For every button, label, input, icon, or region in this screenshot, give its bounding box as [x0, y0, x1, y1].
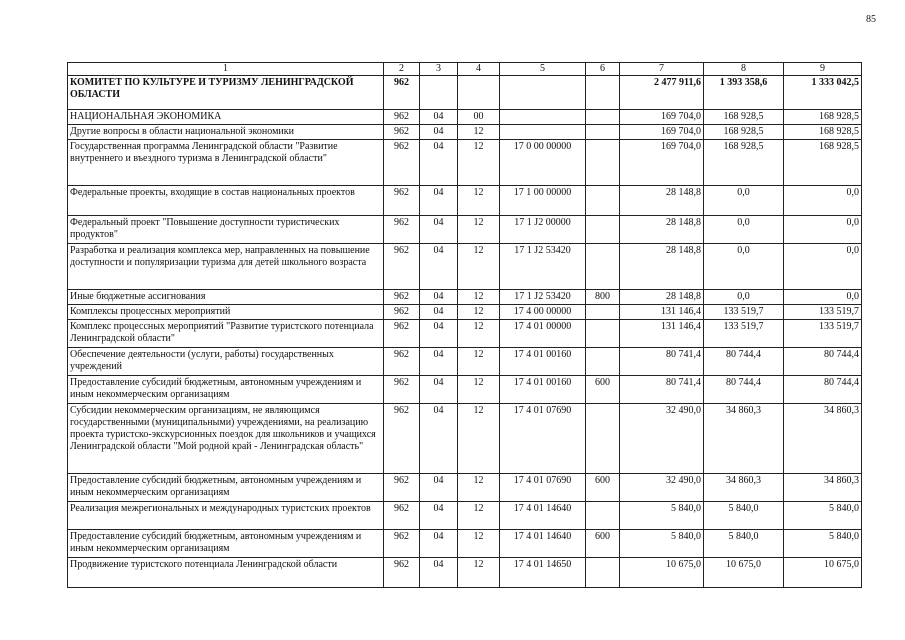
table-row — [68, 530, 862, 558]
amount-year1-cell: 131 146,4 — [620, 305, 704, 320]
expense-type-cell — [586, 320, 620, 348]
expense-type-cell — [586, 140, 620, 186]
expense-type-cell — [586, 558, 620, 588]
section-code-cell: 04 — [420, 110, 458, 125]
ved-code-cell: 962 — [384, 530, 420, 558]
section-code-cell — [420, 76, 458, 110]
row-name-cell: Субсидии некоммерческим организациям, не являющимся государственными (муниципальными) учреждениями, на реализацию проекта туристско-экскурсионных поездок для школьников и учащихся Ленинградской области "Мой родной край - Ленинградская область" — [68, 404, 384, 474]
amount-year2-cell: 34 860,3 — [704, 474, 784, 502]
amount-year2-cell: 168 928,5 — [704, 110, 784, 125]
column-number-9: 9 — [784, 63, 862, 76]
section-code-cell: 04 — [420, 558, 458, 588]
amount-year2-cell: 0,0 — [704, 244, 784, 290]
ved-code-cell: 962 — [384, 76, 420, 110]
ved-code-cell: 962 — [384, 140, 420, 186]
row-name-cell: Разработка и реализация комплекса мер, направленных на повышение доступности и популяризации туризма для детей школьного возраста — [68, 244, 384, 290]
target-article-cell: 17 4 01 00000 — [500, 320, 586, 348]
target-article-cell: 17 4 01 00160 — [500, 376, 586, 404]
amount-year1-cell: 32 490,0 — [620, 474, 704, 502]
column-number-8: 8 — [704, 63, 784, 76]
section-code-cell: 04 — [420, 376, 458, 404]
amount-year3-cell: 0,0 — [784, 216, 862, 244]
amount-year3-cell: 0,0 — [784, 186, 862, 216]
amount-year3-cell: 34 860,3 — [784, 474, 862, 502]
target-article-cell: 17 1 J2 53420 — [500, 290, 586, 305]
amount-year2-cell: 10 675,0 — [704, 558, 784, 588]
target-article-cell: 17 4 01 14640 — [500, 530, 586, 558]
amount-year1-cell: 32 490,0 — [620, 404, 704, 474]
table-row — [68, 76, 862, 110]
ved-code-cell: 962 — [384, 186, 420, 216]
amount-year3-cell: 168 928,5 — [784, 125, 862, 140]
expense-type-cell: 600 — [586, 376, 620, 404]
section-code-cell: 04 — [420, 140, 458, 186]
target-article-cell: 17 4 01 14640 — [500, 502, 586, 530]
table-row — [68, 244, 862, 290]
subsection-code-cell — [458, 76, 500, 110]
row-name-cell: Другие вопросы в области национальной экономики — [68, 125, 384, 140]
amount-year2-cell: 1 393 358,6 — [704, 76, 784, 110]
expense-type-cell: 600 — [586, 530, 620, 558]
amount-year1-cell: 10 675,0 — [620, 558, 704, 588]
subsection-code-cell: 12 — [458, 320, 500, 348]
subsection-code-cell: 12 — [458, 290, 500, 305]
target-article-cell: 17 4 01 07690 — [500, 474, 586, 502]
table-row — [68, 376, 862, 404]
amount-year1-cell: 5 840,0 — [620, 502, 704, 530]
column-number-4: 4 — [458, 63, 500, 76]
subsection-code-cell: 12 — [458, 558, 500, 588]
amount-year1-cell: 169 704,0 — [620, 140, 704, 186]
target-article-cell: 17 4 00 00000 — [500, 305, 586, 320]
amount-year2-cell: 133 519,7 — [704, 305, 784, 320]
budget-table — [67, 62, 862, 588]
expense-type-cell — [586, 216, 620, 244]
amount-year2-cell: 0,0 — [704, 216, 784, 244]
table-row — [68, 216, 862, 244]
row-name-cell: Предоставление субсидий бюджетным, автономным учреждениям и иным некоммерческим организациям — [68, 530, 384, 558]
subsection-code-cell: 12 — [458, 305, 500, 320]
amount-year3-cell: 168 928,5 — [784, 140, 862, 186]
expense-type-cell — [586, 186, 620, 216]
target-article-cell: 17 4 01 00160 — [500, 348, 586, 376]
ved-code-cell: 962 — [384, 404, 420, 474]
page-number: 85 — [866, 14, 876, 25]
column-number-5: 5 — [500, 63, 586, 76]
expense-type-cell — [586, 502, 620, 530]
target-article-cell — [500, 125, 586, 140]
amount-year3-cell: 5 840,0 — [784, 502, 862, 530]
subsection-code-cell: 12 — [458, 376, 500, 404]
table-row — [68, 502, 862, 530]
ved-code-cell: 962 — [384, 305, 420, 320]
row-name-cell: Иные бюджетные ассигнования — [68, 290, 384, 305]
ved-code-cell: 962 — [384, 558, 420, 588]
table-row — [68, 140, 862, 186]
section-code-cell: 04 — [420, 404, 458, 474]
ved-code-cell: 962 — [384, 474, 420, 502]
column-number-2: 2 — [384, 63, 420, 76]
expense-type-cell — [586, 244, 620, 290]
column-number-1: 1 — [68, 63, 384, 76]
section-code-cell: 04 — [420, 186, 458, 216]
table-row — [68, 474, 862, 502]
expense-type-cell — [586, 404, 620, 474]
row-name-cell: Предоставление субсидий бюджетным, автономным учреждениям и иным некоммерческим организациям — [68, 474, 384, 502]
amount-year1-cell: 28 148,8 — [620, 290, 704, 305]
ved-code-cell: 962 — [384, 376, 420, 404]
expense-type-cell — [586, 110, 620, 125]
amount-year1-cell: 28 148,8 — [620, 216, 704, 244]
row-name-cell: Федеральный проект "Повышение доступности туристических продуктов" — [68, 216, 384, 244]
row-name-cell: Комплекс процессных мероприятий "Развитие туристского потенциала Ленинградской области" — [68, 320, 384, 348]
amount-year2-cell: 5 840,0 — [704, 502, 784, 530]
row-name-cell: Обеспечение деятельности (услуги, работы) государственных учреждений — [68, 348, 384, 376]
target-article-cell: 17 0 00 00000 — [500, 140, 586, 186]
table-row — [68, 290, 862, 305]
table-row — [68, 125, 862, 140]
amount-year1-cell: 80 741,4 — [620, 376, 704, 404]
amount-year2-cell: 133 519,7 — [704, 320, 784, 348]
amount-year1-cell: 169 704,0 — [620, 125, 704, 140]
amount-year2-cell: 168 928,5 — [704, 140, 784, 186]
subsection-code-cell: 12 — [458, 216, 500, 244]
expense-type-cell — [586, 348, 620, 376]
target-article-cell: 17 1 J2 00000 — [500, 216, 586, 244]
expense-type-cell — [586, 305, 620, 320]
subsection-code-cell: 12 — [458, 404, 500, 474]
section-code-cell: 04 — [420, 244, 458, 290]
amount-year1-cell: 5 840,0 — [620, 530, 704, 558]
section-code-cell: 04 — [420, 216, 458, 244]
row-name-cell: Комплексы процессных мероприятий — [68, 305, 384, 320]
section-code-cell: 04 — [420, 502, 458, 530]
table-row — [68, 320, 862, 348]
amount-year3-cell: 133 519,7 — [784, 320, 862, 348]
target-article-cell: 17 1 J2 53420 — [500, 244, 586, 290]
ved-code-cell: 962 — [384, 290, 420, 305]
amount-year3-cell: 0,0 — [784, 290, 862, 305]
amount-year2-cell: 0,0 — [704, 186, 784, 216]
amount-year2-cell: 34 860,3 — [704, 404, 784, 474]
expense-type-cell: 600 — [586, 474, 620, 502]
subsection-code-cell: 00 — [458, 110, 500, 125]
subsection-code-cell: 12 — [458, 140, 500, 186]
table-row — [68, 348, 862, 376]
ved-code-cell: 962 — [384, 110, 420, 125]
amount-year3-cell: 0,0 — [784, 244, 862, 290]
amount-year3-cell: 80 744,4 — [784, 376, 862, 404]
row-name-cell: Федеральные проекты, входящие в состав национальных проектов — [68, 186, 384, 216]
row-name-cell: КОМИТЕТ ПО КУЛЬТУРЕ И ТУРИЗМУ ЛЕНИНГРАДСКОЙ ОБЛАСТИ — [68, 76, 384, 110]
amount-year1-cell: 28 148,8 — [620, 186, 704, 216]
row-name-cell: Продвижение туристского потенциала Ленинградской области — [68, 558, 384, 588]
table-row — [68, 558, 862, 588]
section-code-cell: 04 — [420, 348, 458, 376]
ved-code-cell: 962 — [384, 216, 420, 244]
ved-code-cell: 962 — [384, 125, 420, 140]
amount-year2-cell: 80 744,4 — [704, 348, 784, 376]
amount-year2-cell: 80 744,4 — [704, 376, 784, 404]
section-code-cell: 04 — [420, 305, 458, 320]
row-name-cell: Государственная программа Ленинградской области "Развитие внутреннего и въездного туризма в Ленинградской области" — [68, 140, 384, 186]
section-code-cell: 04 — [420, 530, 458, 558]
table-row — [68, 404, 862, 474]
amount-year1-cell: 28 148,8 — [620, 244, 704, 290]
amount-year3-cell: 168 928,5 — [784, 110, 862, 125]
subsection-code-cell: 12 — [458, 530, 500, 558]
amount-year1-cell: 80 741,4 — [620, 348, 704, 376]
amount-year1-cell: 2 477 911,6 — [620, 76, 704, 110]
subsection-code-cell: 12 — [458, 348, 500, 376]
amount-year3-cell: 10 675,0 — [784, 558, 862, 588]
amount-year2-cell: 5 840,0 — [704, 530, 784, 558]
ved-code-cell: 962 — [384, 502, 420, 530]
row-name-cell: Предоставление субсидий бюджетным, автономным учреждениям и иным некоммерческим организациям — [68, 376, 384, 404]
amount-year3-cell: 80 744,4 — [784, 348, 862, 376]
column-number-7: 7 — [620, 63, 704, 76]
table-row — [68, 186, 862, 216]
amount-year3-cell: 34 860,3 — [784, 404, 862, 474]
amount-year3-cell: 133 519,7 — [784, 305, 862, 320]
expense-type-cell: 800 — [586, 290, 620, 305]
subsection-code-cell: 12 — [458, 125, 500, 140]
row-name-cell: Реализация межрегиональных и международных туристских проектов — [68, 502, 384, 530]
amount-year2-cell: 168 928,5 — [704, 125, 784, 140]
target-article-cell: 17 4 01 14650 — [500, 558, 586, 588]
target-article-cell: 17 4 01 07690 — [500, 404, 586, 474]
table-row — [68, 305, 862, 320]
target-article-cell — [500, 76, 586, 110]
ved-code-cell: 962 — [384, 320, 420, 348]
amount-year1-cell: 169 704,0 — [620, 110, 704, 125]
ved-code-cell: 962 — [384, 348, 420, 376]
amount-year3-cell: 5 840,0 — [784, 530, 862, 558]
column-number-3: 3 — [420, 63, 458, 76]
subsection-code-cell: 12 — [458, 474, 500, 502]
row-name-cell: НАЦИОНАЛЬНАЯ ЭКОНОМИКА — [68, 110, 384, 125]
subsection-code-cell: 12 — [458, 186, 500, 216]
section-code-cell: 04 — [420, 125, 458, 140]
section-code-cell: 04 — [420, 320, 458, 348]
subsection-code-cell: 12 — [458, 244, 500, 290]
column-number-6: 6 — [586, 63, 620, 76]
expense-type-cell — [586, 125, 620, 140]
ved-code-cell: 962 — [384, 244, 420, 290]
expense-type-cell — [586, 76, 620, 110]
amount-year1-cell: 131 146,4 — [620, 320, 704, 348]
column-number-row — [68, 63, 862, 76]
section-code-cell: 04 — [420, 290, 458, 305]
amount-year2-cell: 0,0 — [704, 290, 784, 305]
section-code-cell: 04 — [420, 474, 458, 502]
amount-year3-cell: 1 333 042,5 — [784, 76, 862, 110]
target-article-cell — [500, 110, 586, 125]
table-row — [68, 110, 862, 125]
target-article-cell: 17 1 00 00000 — [500, 186, 586, 216]
subsection-code-cell: 12 — [458, 502, 500, 530]
